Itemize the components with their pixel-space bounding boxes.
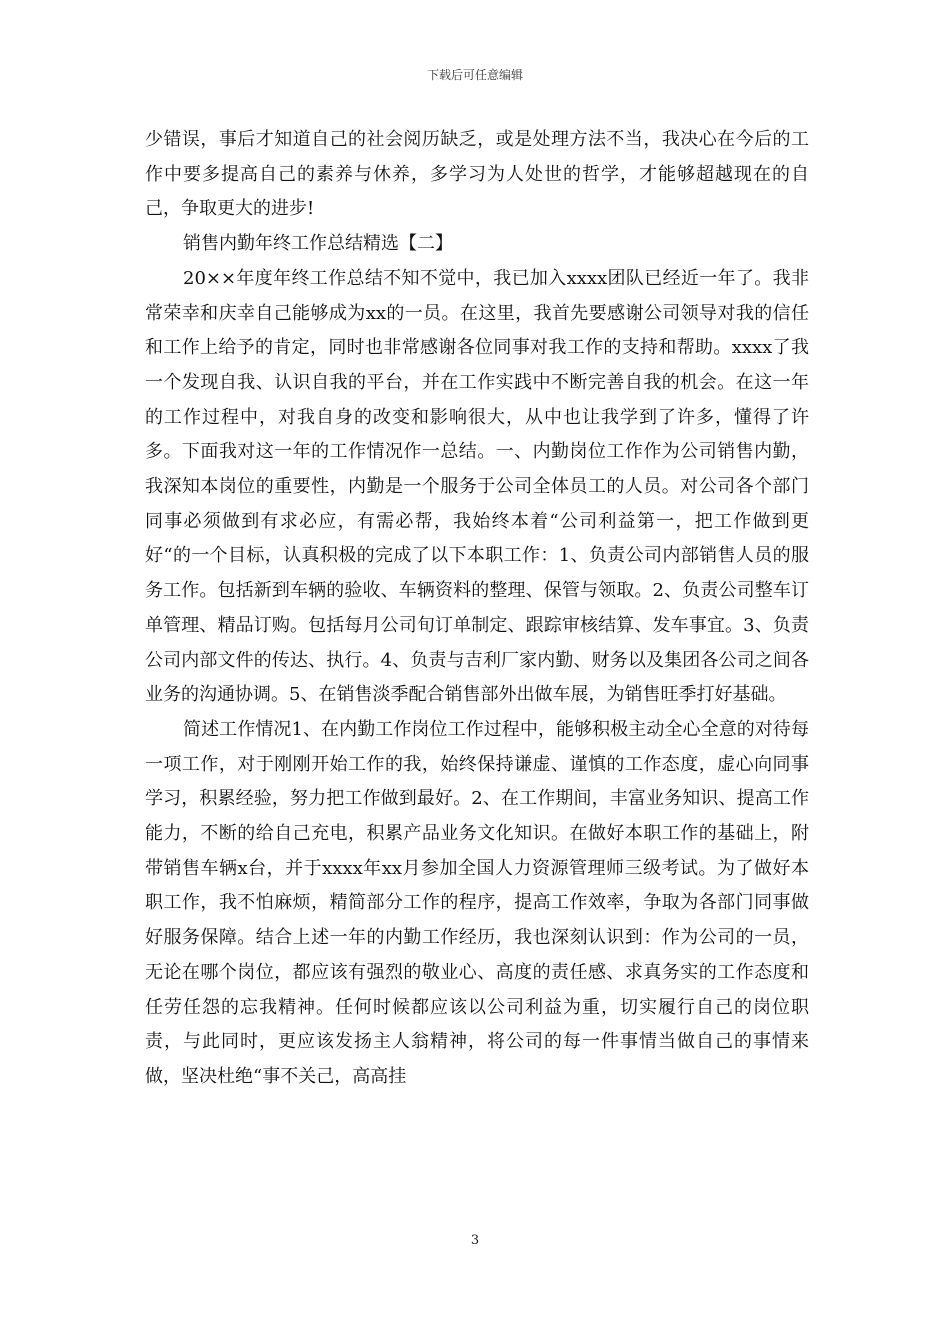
paragraph-work-overview: 简述工作情况1、在内勤工作岗位工作过程中，能够积极主动全心全意的对待每一项工作，对于刚刚开始工作的我，始终保持谦虚、谨慎的工作态度，虚心向同事学习，积累经验，努力把工作做到最好。2、在工作期间，丰富业务知识、提高工作能力，不断的给自己充电，积累产品业务文化知识。在做好本职工作的基础上，附带销售车辆x台，并于xxxx年xx月参加全国人力资源管理师三级考试。为了做好本职工作，我不怕麻烦，精简部分工作的程序，提高工作效率，争取为各部门同事做好服务保障。结合上述一年的内勤工作经历，我也深刻认识到：作为公司的一员，无论在哪个岗位，都应该有强烈的敬业心、高度的责任感、求真务实的工作态度和任劳任怨的忘我精神。任何时候都应该以公司利益为重，切实履行自己的岗位职责，与此同时，更应该发扬主人翁精神，将公司的每一件事情当做自己的事情来做，坚决杜绝“事不关己，高高挂 (145, 718, 809, 1087)
section-heading: 销售内勤年终工作总结精选【二】 (183, 233, 453, 255)
page-number: 3 (470, 1233, 480, 1248)
paragraph-summary: 20××年度年终工作总结不知不觉中，我已加入xxxx团队已经近一年了。我非常荣幸和庆幸自己能够成为xx的一员。在这里，我首先要感谢公司领导对我的信任和工作上给予的肯定，同时也非常感谢各位同事对我工作的支持和帮助。xxxx了我一个发现自我、认识自我的平台，并在工作实践中不断完善自我的机会。在这一年的工作过程中，对我自身的改变和影响很大，从中也让我学到了许多，懂得了许多。下面我对这一年的工作情况作一总结。一、内勤岗位工作作为公司销售内勤，我深知本岗位的重要性，内勤是一个服务于公司全体员工的人员。对公司各个部门同事必须做到有求必应，有需必帮，我始终本着“公司利益第一，把工作做到更好“的一个目标，认真积极的完成了以下本职工作：1、负责公司内部销售人员的服务工作。包括新到车辆的验收、车辆资料的整理、保管与领取。2、负责公司整车订单管理、精品订购。包括每月公司旬订单制定、跟踪审核结算、发车事宜。3、负责公司内部文件的传达、执行。4、负责与吉利厂家内勤、财务以及集团各公司之间各业务的沟通协调。5、在销售淡季配合销售部外出做车展，为销售旺季打好基础。 (145, 267, 809, 706)
paragraph-continuation: 少错误，事后才知道自己的社会阅历缺乏，或是处理方法不当，我决心在今后的工作中要多提高自己的素养与休养，多学习为人处世的哲学，才能够超越现在的自己，争取更大的进步! (145, 129, 809, 220)
page-header: 下载后可任意编辑 (426, 68, 523, 82)
document-body (145, 123, 809, 1095)
